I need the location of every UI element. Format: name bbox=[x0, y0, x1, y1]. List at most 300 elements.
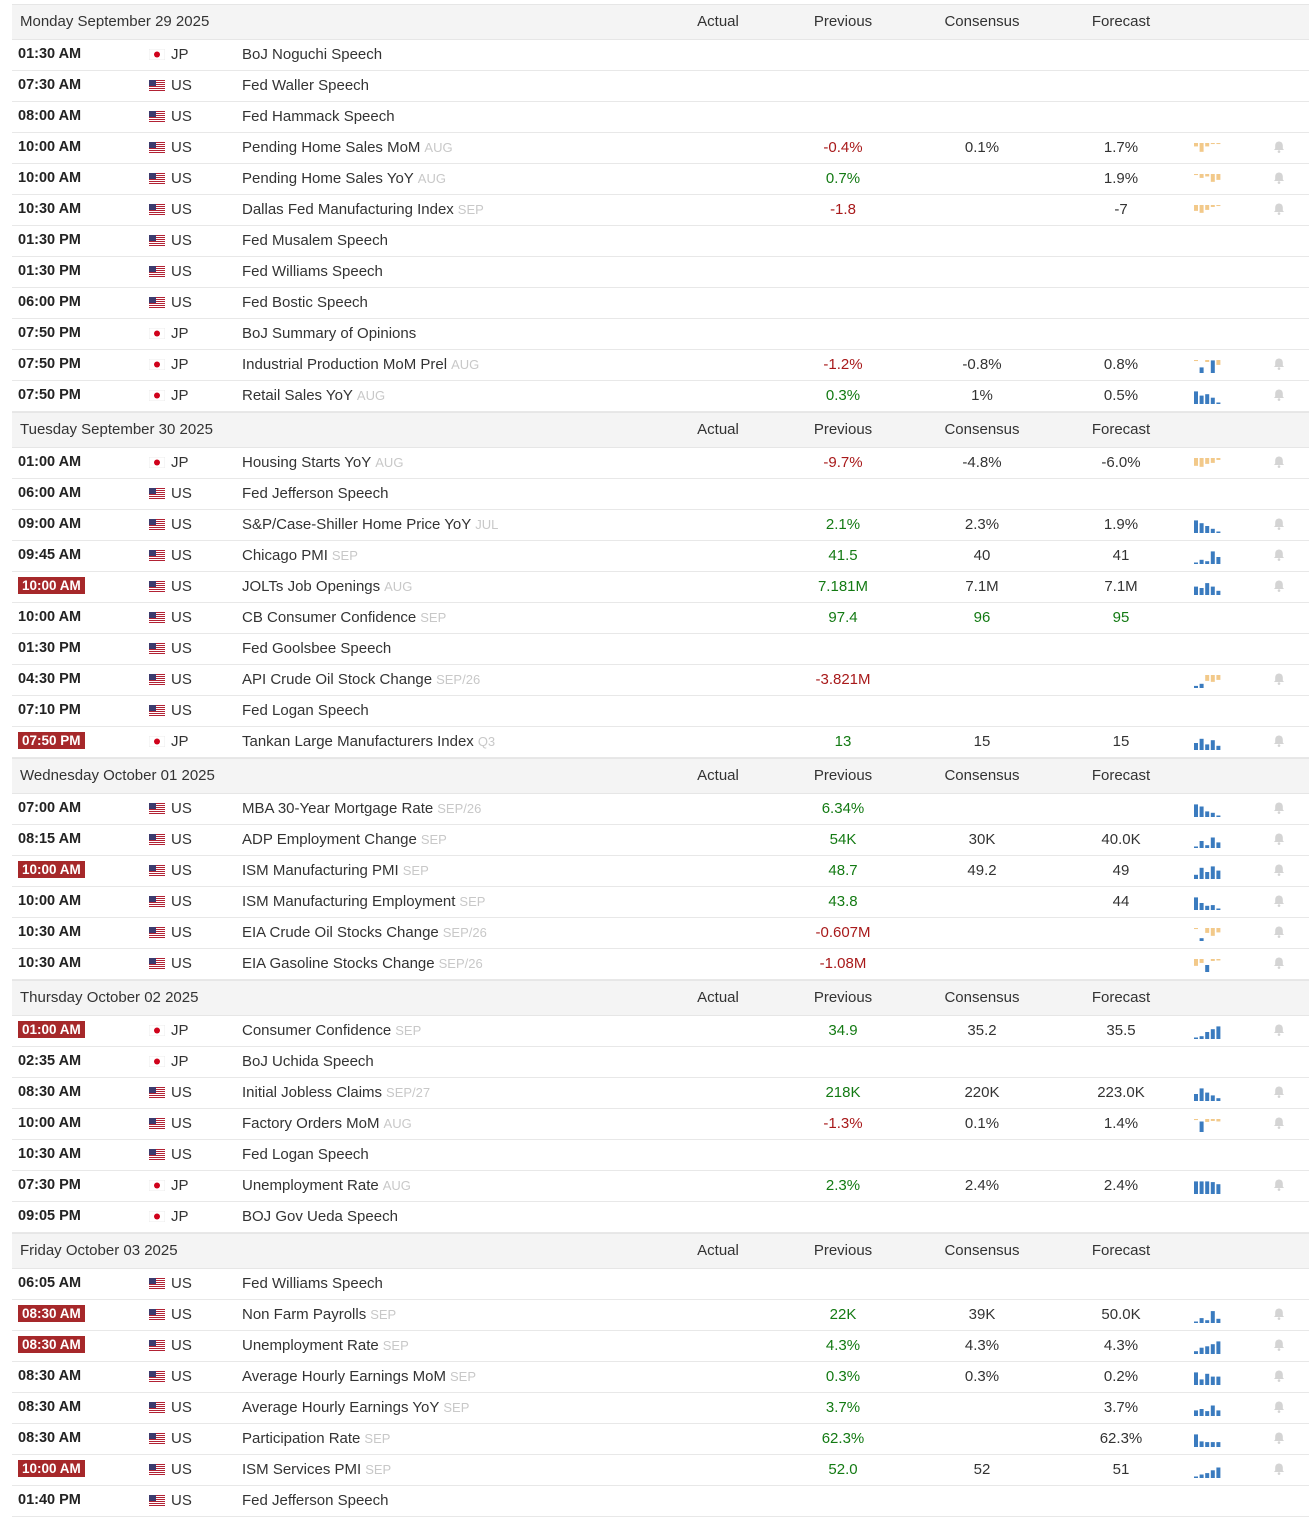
column-header-actual: Actual bbox=[697, 421, 739, 438]
forecast-value: 0.2% bbox=[1103, 1368, 1139, 1385]
japan-flag-icon bbox=[149, 359, 165, 370]
event-name-text[interactable]: API Crude Oil Stock Change bbox=[242, 671, 433, 688]
event-name[interactable] bbox=[242, 263, 383, 280]
event-row[interactable] bbox=[12, 133, 1309, 164]
event-name-text[interactable]: MBA 30-Year Mortgage Rate bbox=[242, 800, 434, 817]
trend-sparkline-icon bbox=[1193, 578, 1223, 596]
us-flag-icon bbox=[149, 1309, 165, 1320]
event-name-text[interactable]: Non Farm Payrolls bbox=[242, 1306, 367, 1323]
column-header-consensus: Consensus bbox=[944, 989, 1020, 1006]
bell-icon[interactable] bbox=[1272, 548, 1286, 562]
event-row[interactable] bbox=[12, 1331, 1309, 1362]
event-name-text[interactable]: Housing Starts YoY bbox=[242, 454, 372, 471]
event-name[interactable] bbox=[242, 640, 391, 657]
event-name[interactable] bbox=[242, 893, 485, 910]
event-name-text[interactable]: ISM Manufacturing PMI bbox=[242, 862, 399, 879]
trend-sparkline-icon bbox=[1193, 1022, 1223, 1040]
us-flag-icon bbox=[149, 488, 165, 499]
event-name-text[interactable]: Fed Jefferson Speech bbox=[242, 485, 389, 502]
event-time: 10:00 AM bbox=[18, 170, 82, 186]
event-name-text[interactable]: Fed Goolsbee Speech bbox=[242, 640, 392, 657]
event-name-text[interactable]: Unemployment Rate bbox=[242, 1177, 379, 1194]
bell-icon[interactable] bbox=[1272, 832, 1286, 846]
event-country: US bbox=[171, 862, 192, 879]
trend-sparkline-icon bbox=[1193, 387, 1223, 405]
previous-value: 2.1% bbox=[825, 516, 861, 533]
event-row[interactable] bbox=[12, 1109, 1309, 1140]
sparkline-bar bbox=[1194, 1434, 1198, 1447]
event-name-text[interactable]: Average Hourly Earnings YoY bbox=[242, 1399, 440, 1416]
bell-icon[interactable] bbox=[1272, 801, 1286, 815]
event-row[interactable] bbox=[12, 1202, 1309, 1233]
us-flag-icon bbox=[149, 865, 165, 876]
forecast-value: 41 bbox=[1112, 547, 1130, 564]
event-name-text[interactable]: BOJ Gov Ueda Speech bbox=[242, 1208, 398, 1225]
sparkline-bar bbox=[1200, 1409, 1204, 1416]
event-country: US bbox=[171, 609, 192, 626]
japan-flag-icon bbox=[149, 49, 165, 60]
event-name[interactable] bbox=[242, 924, 487, 941]
event-name-text[interactable]: BoJ Uchida Speech bbox=[242, 1053, 374, 1070]
event-name[interactable] bbox=[242, 1146, 369, 1163]
consensus-value: 1% bbox=[971, 387, 993, 404]
event-name[interactable] bbox=[242, 325, 416, 342]
us-flag-icon bbox=[149, 1340, 165, 1351]
us-flag-icon bbox=[149, 111, 165, 122]
sparkline-bar bbox=[1211, 675, 1215, 682]
event-country: US bbox=[171, 547, 192, 564]
sparkline-bar bbox=[1216, 1184, 1220, 1194]
event-row[interactable] bbox=[12, 288, 1309, 319]
event-row[interactable] bbox=[12, 634, 1309, 665]
event-name-text[interactable]: Tankan Large Manufacturers Index bbox=[242, 733, 474, 750]
event-period: SEP bbox=[402, 863, 429, 878]
event-row[interactable] bbox=[12, 1171, 1309, 1202]
trend-sparkline-icon bbox=[1193, 516, 1223, 534]
day-date-label: Tuesday September 30 2025 bbox=[20, 421, 213, 438]
column-header-previous: Previous bbox=[813, 1242, 873, 1259]
us-flag-icon bbox=[149, 643, 165, 654]
event-name-text[interactable]: Fed Jefferson Speech bbox=[242, 1492, 389, 1509]
event-name[interactable] bbox=[242, 1022, 421, 1039]
us-flag-icon bbox=[149, 1371, 165, 1382]
event-name[interactable] bbox=[242, 1337, 409, 1354]
sparkline-bar bbox=[1211, 905, 1215, 910]
event-country: JP bbox=[171, 1177, 189, 1194]
event-name-text[interactable]: Chicago PMI bbox=[242, 547, 328, 564]
event-name[interactable] bbox=[242, 454, 403, 471]
bell-icon[interactable] bbox=[1272, 863, 1286, 877]
event-country: US bbox=[171, 1084, 192, 1101]
sparkline-bar bbox=[1205, 1320, 1209, 1323]
event-name[interactable] bbox=[242, 1208, 398, 1225]
event-name[interactable] bbox=[242, 609, 446, 626]
event-name[interactable] bbox=[242, 1492, 388, 1509]
sparkline-bar bbox=[1200, 588, 1204, 595]
sparkline-bar bbox=[1205, 561, 1209, 564]
event-country: US bbox=[171, 893, 192, 910]
forecast-value: 95 bbox=[1112, 609, 1130, 626]
forecast-value: 7.1M bbox=[1104, 578, 1138, 595]
bell-icon[interactable] bbox=[1272, 1116, 1286, 1130]
event-row[interactable] bbox=[12, 1078, 1309, 1109]
event-name[interactable] bbox=[242, 862, 429, 879]
event-country: US bbox=[171, 1146, 192, 1163]
event-name[interactable] bbox=[242, 77, 369, 94]
event-period: SEP bbox=[365, 1462, 392, 1477]
sparkline-bar bbox=[1194, 847, 1198, 849]
event-row[interactable] bbox=[12, 696, 1309, 727]
event-row[interactable] bbox=[12, 1424, 1309, 1455]
previous-value: -1.08M bbox=[819, 955, 867, 972]
event-name[interactable] bbox=[242, 955, 483, 972]
event-row[interactable] bbox=[12, 1300, 1309, 1331]
sparkline-bar bbox=[1205, 1411, 1209, 1416]
sparkline-bar bbox=[1194, 391, 1198, 404]
event-name[interactable] bbox=[242, 294, 368, 311]
us-flag-icon bbox=[149, 674, 165, 685]
event-time: 07:50 PM bbox=[18, 387, 81, 403]
forecast-value: 3.7% bbox=[1103, 1399, 1139, 1416]
sparkline-bar bbox=[1216, 1341, 1220, 1354]
forecast-value: 40.0K bbox=[1101, 831, 1141, 848]
event-name-text[interactable]: Dallas Fed Manufacturing Index bbox=[242, 201, 454, 218]
event-name[interactable] bbox=[242, 733, 495, 750]
event-name-text[interactable]: EIA Crude Oil Stocks Change bbox=[242, 924, 439, 941]
sparkline-bar bbox=[1205, 394, 1209, 404]
sparkline-bar bbox=[1200, 396, 1204, 404]
us-flag-icon bbox=[149, 1149, 165, 1160]
event-name-text[interactable]: BoJ Noguchi Speech bbox=[242, 46, 383, 63]
event-name-text[interactable]: Retail Sales YoY bbox=[242, 387, 353, 404]
event-period: SEP bbox=[331, 548, 358, 563]
sparkline-bar bbox=[1205, 360, 1209, 362]
previous-value: 7.181M bbox=[817, 578, 869, 595]
event-row[interactable] bbox=[12, 665, 1309, 696]
sparkline-bar bbox=[1216, 143, 1220, 144]
event-row[interactable] bbox=[12, 949, 1309, 980]
sparkline-bar bbox=[1194, 520, 1198, 533]
bell-icon[interactable] bbox=[1272, 1431, 1286, 1445]
event-name-text[interactable]: Initial Jobless Claims bbox=[242, 1084, 383, 1101]
previous-value: 48.7 bbox=[828, 862, 858, 879]
event-period: AUG bbox=[375, 455, 404, 470]
column-header-consensus: Consensus bbox=[944, 13, 1020, 30]
event-row[interactable] bbox=[12, 257, 1309, 288]
event-time: 08:30 AM bbox=[18, 1084, 82, 1100]
event-name-text[interactable]: ISM Services PMI bbox=[242, 1461, 362, 1478]
sparkline-bar bbox=[1200, 1181, 1204, 1194]
sparkline-bar bbox=[1200, 143, 1204, 152]
event-name-text[interactable]: Fed Williams Speech bbox=[242, 263, 383, 280]
event-time: 02:35 AM bbox=[18, 1053, 82, 1069]
forecast-value: 4.3% bbox=[1103, 1337, 1139, 1354]
japan-flag-icon bbox=[149, 1025, 165, 1036]
event-name[interactable] bbox=[242, 1461, 391, 1478]
sparkline-bar bbox=[1205, 1181, 1209, 1194]
event-row[interactable] bbox=[12, 319, 1309, 350]
event-name-text[interactable]: Fed Bostic Speech bbox=[242, 294, 368, 311]
consensus-value: 35.2 bbox=[967, 1022, 997, 1039]
event-row[interactable] bbox=[12, 825, 1309, 856]
event-time: 09:00 AM bbox=[18, 516, 82, 532]
event-name-text[interactable]: CB Consumer Confidence bbox=[242, 609, 417, 626]
event-name[interactable] bbox=[242, 1275, 383, 1292]
previous-value: 13 bbox=[834, 733, 852, 750]
column-header-forecast: Forecast bbox=[1091, 767, 1151, 784]
forecast-value: 35.5 bbox=[1106, 1022, 1136, 1039]
event-row[interactable] bbox=[12, 1393, 1309, 1424]
event-row[interactable] bbox=[12, 1047, 1309, 1078]
event-time: 07:50 PM bbox=[18, 732, 85, 749]
event-time: 09:45 AM bbox=[18, 547, 82, 563]
bell-icon[interactable] bbox=[1272, 579, 1286, 593]
bell-icon[interactable] bbox=[1272, 1085, 1286, 1099]
event-name[interactable] bbox=[242, 1368, 476, 1385]
previous-value: -3.821M bbox=[815, 671, 871, 688]
event-country: JP bbox=[171, 1022, 189, 1039]
event-name-text[interactable]: Fed Logan Speech bbox=[242, 1146, 369, 1163]
event-row[interactable] bbox=[12, 381, 1309, 412]
event-name[interactable] bbox=[242, 800, 481, 817]
event-name-text[interactable]: Fed Logan Speech bbox=[242, 702, 369, 719]
us-flag-icon bbox=[149, 1087, 165, 1098]
event-row[interactable] bbox=[12, 510, 1309, 541]
event-name[interactable] bbox=[242, 1084, 430, 1101]
event-name-text[interactable]: BoJ Summary of Opinions bbox=[242, 325, 417, 342]
trend-sparkline-icon bbox=[1193, 893, 1223, 911]
event-name[interactable] bbox=[242, 1306, 396, 1323]
event-name[interactable] bbox=[242, 170, 446, 187]
trend-sparkline-icon bbox=[1193, 862, 1223, 880]
previous-value: -0.4% bbox=[823, 139, 863, 156]
event-name[interactable] bbox=[242, 387, 385, 404]
event-name-text[interactable]: Industrial Production MoM Prel bbox=[242, 356, 448, 373]
previous-value: 6.34% bbox=[821, 800, 865, 817]
event-row[interactable] bbox=[12, 164, 1309, 195]
japan-flag-icon bbox=[149, 457, 165, 468]
us-flag-icon bbox=[149, 896, 165, 907]
event-name-text[interactable]: Fed Williams Speech bbox=[242, 1275, 383, 1292]
event-row[interactable] bbox=[12, 887, 1309, 918]
event-name[interactable] bbox=[242, 702, 369, 719]
event-row[interactable] bbox=[12, 195, 1309, 226]
event-time: 10:00 AM bbox=[18, 139, 82, 155]
event-name[interactable] bbox=[242, 139, 453, 156]
event-name-text[interactable]: Fed Hammack Speech bbox=[242, 108, 395, 125]
sparkline-bar bbox=[1194, 804, 1198, 817]
sparkline-bar bbox=[1200, 1379, 1204, 1385]
sparkline-bar bbox=[1211, 928, 1215, 936]
event-name-text[interactable]: ISM Manufacturing Employment bbox=[242, 893, 456, 910]
event-time: 01:40 PM bbox=[18, 1492, 81, 1508]
forecast-value: 62.3% bbox=[1099, 1430, 1143, 1447]
event-row[interactable] bbox=[12, 71, 1309, 102]
forecast-value: 1.9% bbox=[1103, 516, 1139, 533]
bell-icon[interactable] bbox=[1272, 1369, 1286, 1383]
bell-icon[interactable] bbox=[1272, 357, 1286, 371]
event-name[interactable] bbox=[242, 1430, 390, 1447]
consensus-value: 220K bbox=[964, 1084, 1000, 1101]
bell-icon[interactable] bbox=[1272, 388, 1286, 402]
sparkline-bar bbox=[1211, 1095, 1215, 1101]
forecast-value: 0.8% bbox=[1103, 356, 1139, 373]
previous-value: -1.3% bbox=[823, 1115, 863, 1132]
sparkline-bar bbox=[1216, 1119, 1220, 1121]
sparkline-bar bbox=[1194, 174, 1198, 175]
previous-value: -1.8 bbox=[830, 201, 856, 218]
event-country: US bbox=[171, 1115, 192, 1132]
bell-icon[interactable] bbox=[1272, 1338, 1286, 1352]
sparkline-bar bbox=[1211, 1029, 1215, 1039]
bell-icon[interactable] bbox=[1272, 140, 1286, 154]
sparkline-bar bbox=[1211, 398, 1215, 404]
bell-icon[interactable] bbox=[1272, 894, 1286, 908]
bell-icon[interactable] bbox=[1272, 1178, 1286, 1192]
trend-sparkline-icon bbox=[1193, 547, 1223, 565]
event-period: AUG bbox=[383, 1116, 412, 1131]
sparkline-bar bbox=[1205, 1032, 1209, 1039]
trend-sparkline-icon bbox=[1193, 139, 1223, 157]
us-flag-icon bbox=[149, 927, 165, 938]
bell-icon[interactable] bbox=[1272, 202, 1286, 216]
bell-icon[interactable] bbox=[1272, 1023, 1286, 1037]
event-name[interactable] bbox=[242, 1177, 411, 1194]
bell-icon[interactable] bbox=[1272, 925, 1286, 939]
event-name-text[interactable]: Average Hourly Earnings MoM bbox=[242, 1368, 446, 1385]
event-row[interactable] bbox=[12, 1140, 1309, 1171]
event-name-text[interactable]: Pending Home Sales MoM bbox=[242, 139, 421, 156]
sparkline-bar bbox=[1211, 1377, 1215, 1385]
sparkline-bar bbox=[1200, 959, 1204, 963]
column-header-actual: Actual bbox=[697, 989, 739, 1006]
sparkline-bar bbox=[1194, 458, 1198, 466]
event-row[interactable] bbox=[12, 794, 1309, 825]
sparkline-bar bbox=[1211, 360, 1215, 373]
event-name[interactable] bbox=[242, 108, 395, 125]
event-time: 07:30 PM bbox=[18, 1177, 81, 1193]
sparkline-bar bbox=[1200, 903, 1204, 910]
bell-icon[interactable] bbox=[1272, 956, 1286, 970]
event-time: 07:00 AM bbox=[18, 800, 82, 816]
previous-value: 52.0 bbox=[828, 1461, 858, 1478]
event-name-text[interactable]: Pending Home Sales YoY bbox=[242, 170, 414, 187]
event-name[interactable] bbox=[242, 1053, 374, 1070]
event-name[interactable] bbox=[242, 671, 480, 688]
event-name[interactable] bbox=[242, 485, 388, 502]
event-row[interactable] bbox=[12, 1016, 1309, 1047]
event-row[interactable] bbox=[12, 572, 1309, 603]
bell-icon[interactable] bbox=[1272, 1462, 1286, 1476]
event-name[interactable] bbox=[242, 516, 498, 533]
sparkline-bar bbox=[1216, 1410, 1220, 1416]
event-time: 01:30 PM bbox=[18, 263, 81, 279]
event-name-text[interactable]: Factory Orders MoM bbox=[242, 1115, 380, 1132]
event-row[interactable] bbox=[12, 918, 1309, 949]
event-name-text[interactable]: Consumer Confidence bbox=[242, 1022, 392, 1039]
event-country: US bbox=[171, 640, 192, 657]
us-flag-icon bbox=[149, 958, 165, 969]
forecast-value: 51 bbox=[1112, 1461, 1130, 1478]
event-row[interactable] bbox=[12, 603, 1309, 634]
event-name-text[interactable]: EIA Gasoline Stocks Change bbox=[242, 955, 435, 972]
trend-sparkline-icon bbox=[1193, 955, 1223, 973]
sparkline-bar bbox=[1216, 842, 1220, 848]
event-name[interactable] bbox=[242, 831, 447, 848]
previous-value: 3.7% bbox=[825, 1399, 861, 1416]
bell-icon[interactable] bbox=[1272, 517, 1286, 531]
bell-icon[interactable] bbox=[1272, 672, 1286, 686]
bell-icon[interactable] bbox=[1272, 1400, 1286, 1414]
event-name[interactable] bbox=[242, 201, 484, 218]
previous-value: 54K bbox=[829, 831, 857, 848]
event-name-text[interactable]: Participation Rate bbox=[242, 1430, 361, 1447]
event-name[interactable] bbox=[242, 46, 382, 63]
event-name-text[interactable]: S&P/Case-Shiller Home Price YoY bbox=[242, 516, 472, 533]
event-row[interactable] bbox=[12, 1486, 1309, 1517]
event-name-text[interactable]: Unemployment Rate bbox=[242, 1337, 379, 1354]
event-name[interactable] bbox=[242, 356, 479, 373]
sparkline-bar bbox=[1200, 807, 1204, 818]
previous-value: -1.2% bbox=[823, 356, 863, 373]
us-flag-icon bbox=[149, 1433, 165, 1444]
event-name-text[interactable]: ADP Employment Change bbox=[242, 831, 417, 848]
event-row[interactable] bbox=[12, 541, 1309, 572]
event-country: US bbox=[171, 831, 192, 848]
sparkline-bar bbox=[1205, 1119, 1209, 1122]
event-row[interactable] bbox=[12, 856, 1309, 887]
bell-icon[interactable] bbox=[1272, 734, 1286, 748]
event-row[interactable] bbox=[12, 350, 1309, 381]
column-header-actual: Actual bbox=[697, 767, 739, 784]
event-name[interactable] bbox=[242, 1399, 469, 1416]
event-name-text[interactable]: Fed Waller Speech bbox=[242, 77, 370, 94]
sparkline-bar bbox=[1211, 205, 1215, 207]
day-header bbox=[12, 980, 1309, 1016]
event-row[interactable] bbox=[12, 102, 1309, 133]
event-row[interactable] bbox=[12, 1269, 1309, 1300]
event-name[interactable] bbox=[242, 547, 358, 564]
event-row[interactable] bbox=[12, 448, 1309, 479]
sparkline-bar bbox=[1194, 959, 1198, 966]
event-name[interactable] bbox=[242, 232, 388, 249]
previous-value: 43.8 bbox=[828, 893, 858, 910]
forecast-value: 1.7% bbox=[1103, 139, 1139, 156]
event-name[interactable] bbox=[242, 1115, 412, 1132]
event-row[interactable] bbox=[12, 479, 1309, 510]
trend-sparkline-icon bbox=[1193, 1430, 1223, 1448]
event-row[interactable] bbox=[12, 40, 1309, 71]
event-row[interactable] bbox=[12, 1362, 1309, 1393]
sparkline-bar bbox=[1205, 906, 1209, 910]
event-name-text[interactable]: Fed Musalem Speech bbox=[242, 232, 388, 249]
event-name-text[interactable]: JOLTs Job Openings bbox=[242, 578, 381, 595]
event-row[interactable] bbox=[12, 226, 1309, 257]
sparkline-bar bbox=[1200, 1441, 1204, 1447]
bell-icon[interactable] bbox=[1272, 171, 1286, 185]
event-row[interactable] bbox=[12, 727, 1309, 758]
event-country: US bbox=[171, 294, 192, 311]
bell-icon[interactable] bbox=[1272, 455, 1286, 469]
event-row[interactable] bbox=[12, 1455, 1309, 1486]
forecast-value: -6.0% bbox=[1101, 454, 1141, 471]
event-country: US bbox=[171, 955, 192, 972]
bell-icon[interactable] bbox=[1272, 1307, 1286, 1321]
sparkline-bar bbox=[1194, 928, 1198, 929]
event-name[interactable] bbox=[242, 578, 412, 595]
previous-value: 97.4 bbox=[828, 609, 858, 626]
sparkline-bar bbox=[1194, 686, 1198, 688]
